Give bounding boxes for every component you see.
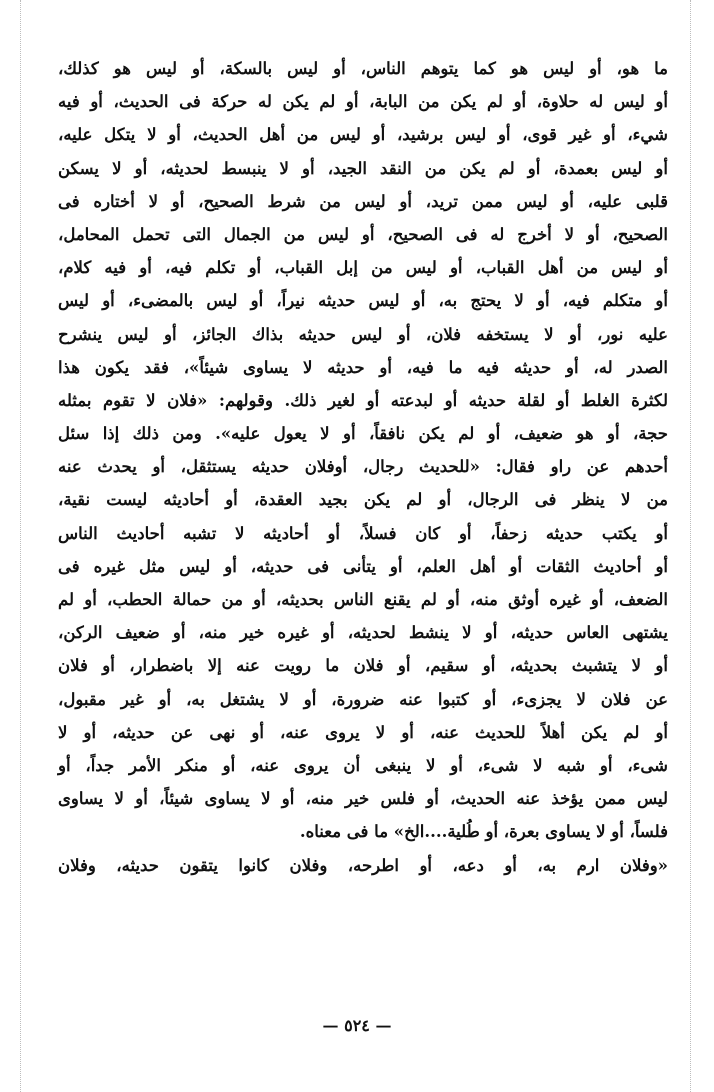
- text-line: عن فلان لا يجزىء، أو كتبوا عنه ضرورة، أو لا يشتغل به، أو غير مقبول،: [58, 689, 668, 709]
- text-line: حجة، أو هو ضعيف، أو لم يكن نافقاً، أو لا يعول عليه». ومن ذلك إذا سئل: [58, 424, 668, 444]
- text-line: يشتهى العاس حديثه، أو لا ينشط لحديثه، أو غيره خير منه، أو ضعيف الركن،: [58, 623, 668, 643]
- text-line: الصحيح، أو لا أخرج له فى الصحيح، أو ليس من الجمال التى تحمل المحامل،: [58, 224, 668, 244]
- text-line: شىء، أو شبه لا شىء، أو لا ينبغى أن يروى عنه، أو منكر الأمر جداً، أو: [58, 755, 668, 775]
- text-line: أو ليس من أهل القباب، أو ليس من إبل القباب، أو تكلم فيه، أو فيه كلام،: [58, 258, 668, 278]
- text-line: أو لم يكن أهلاً للحديث عنه، أو لا يروى عنه، أو نهى عن حديثه، أو لا: [58, 722, 668, 742]
- text-line: أو يكتب حديثه زحفاً، أو كان فسلاً، أو أحاديثه لا تشبه أحاديث الناس: [58, 523, 668, 543]
- text-line: لكثرة الغلط أو لقلة حديثه أو لبدعته أو لغير ذلك. وقولهم: «فلان لا تقوم بمثله: [58, 390, 668, 410]
- text-line: أحدهم عن راو فقال: «للحديث رجال، أوفلان حديثه يستثقل، أو يحدث عنه: [58, 457, 668, 477]
- page-body: [58, 52, 668, 882]
- text-line: شيء، أو غير قوى، أو ليس برشيد، أو ليس من أهل الحديث، أو لا يتكل عليه،: [58, 125, 668, 145]
- text-line: من لا ينظر فى الرجال، أو لم يكن بجيد العقدة، أو أحاديثه ليست نقية،: [58, 490, 668, 510]
- page-number: — ٥٢٤ —: [322, 1016, 392, 1035]
- text-line: قلبى عليه، أو ليس ممن تريد، أو ليس من شرط الصحيح، أو لا أختاره فى: [58, 191, 668, 211]
- paragraph-end-line: فلساً، أو لا يساوى بعرة، أو طُلية....الخ» ما فى معناه.: [299, 822, 668, 842]
- text-line: «وفلان ارم به، أو دعه، أو اطرحه، وفلان كانوا يتقون حديثه، وفلان: [58, 855, 668, 875]
- right-margin-rule: [690, 0, 691, 1092]
- text-line: أو أحاديث الثقات أو أهل العلم، أو يتأنى فى حديثه، أو ليس مثل غيره فى: [58, 556, 668, 576]
- text-line: ما هو، أو ليس هو كما يتوهم الناس، أو ليس بالسكة، أو ليس هو كذلك،: [58, 59, 668, 78]
- text-line: أو ليس بعمدة، أو لم يكن من النقد الجيد، أو لا ينبسط لحديثه، أو لا يسكن: [58, 158, 668, 178]
- text-line: الصدر له، أو حديثه فيه ما فيه، أو حديثه لا يساوى شيئاً»، فقد يكون هذا: [58, 357, 668, 377]
- left-margin-rule: [20, 0, 21, 1092]
- text-line: أو متكلم فيه، أو لا يحتج به، أو ليس حديثه نيراً، أو ليس بالمضىء، أو ليس: [58, 291, 668, 311]
- text-line: أو ليس له حلاوة، أو لم يكن من البابة، أو لم يكن له حركة فى الحديث، أو فيه: [58, 92, 668, 112]
- text-line: أو لا يتشبث بحديثه، أو سقيم، أو فلان ما رويت عنه إلا باضطرار، أو فلان: [58, 656, 668, 676]
- text-line: عليه نور، أو لا يستخفه فلان، أو ليس حديثه بذاك الجائز، أو ليس ينشرح: [58, 324, 668, 344]
- text-line: ليس ممن يؤخذ عنه الحديث، أو فلس خير منه، أو لا يساوى شيئاً، أو لا يساوى: [58, 789, 668, 809]
- text-line: الضعف، أو غيره أوثق منه، أو لم يقنع الناس بحديثه، أو من حمالة الحطب، أو لم: [58, 590, 668, 609]
